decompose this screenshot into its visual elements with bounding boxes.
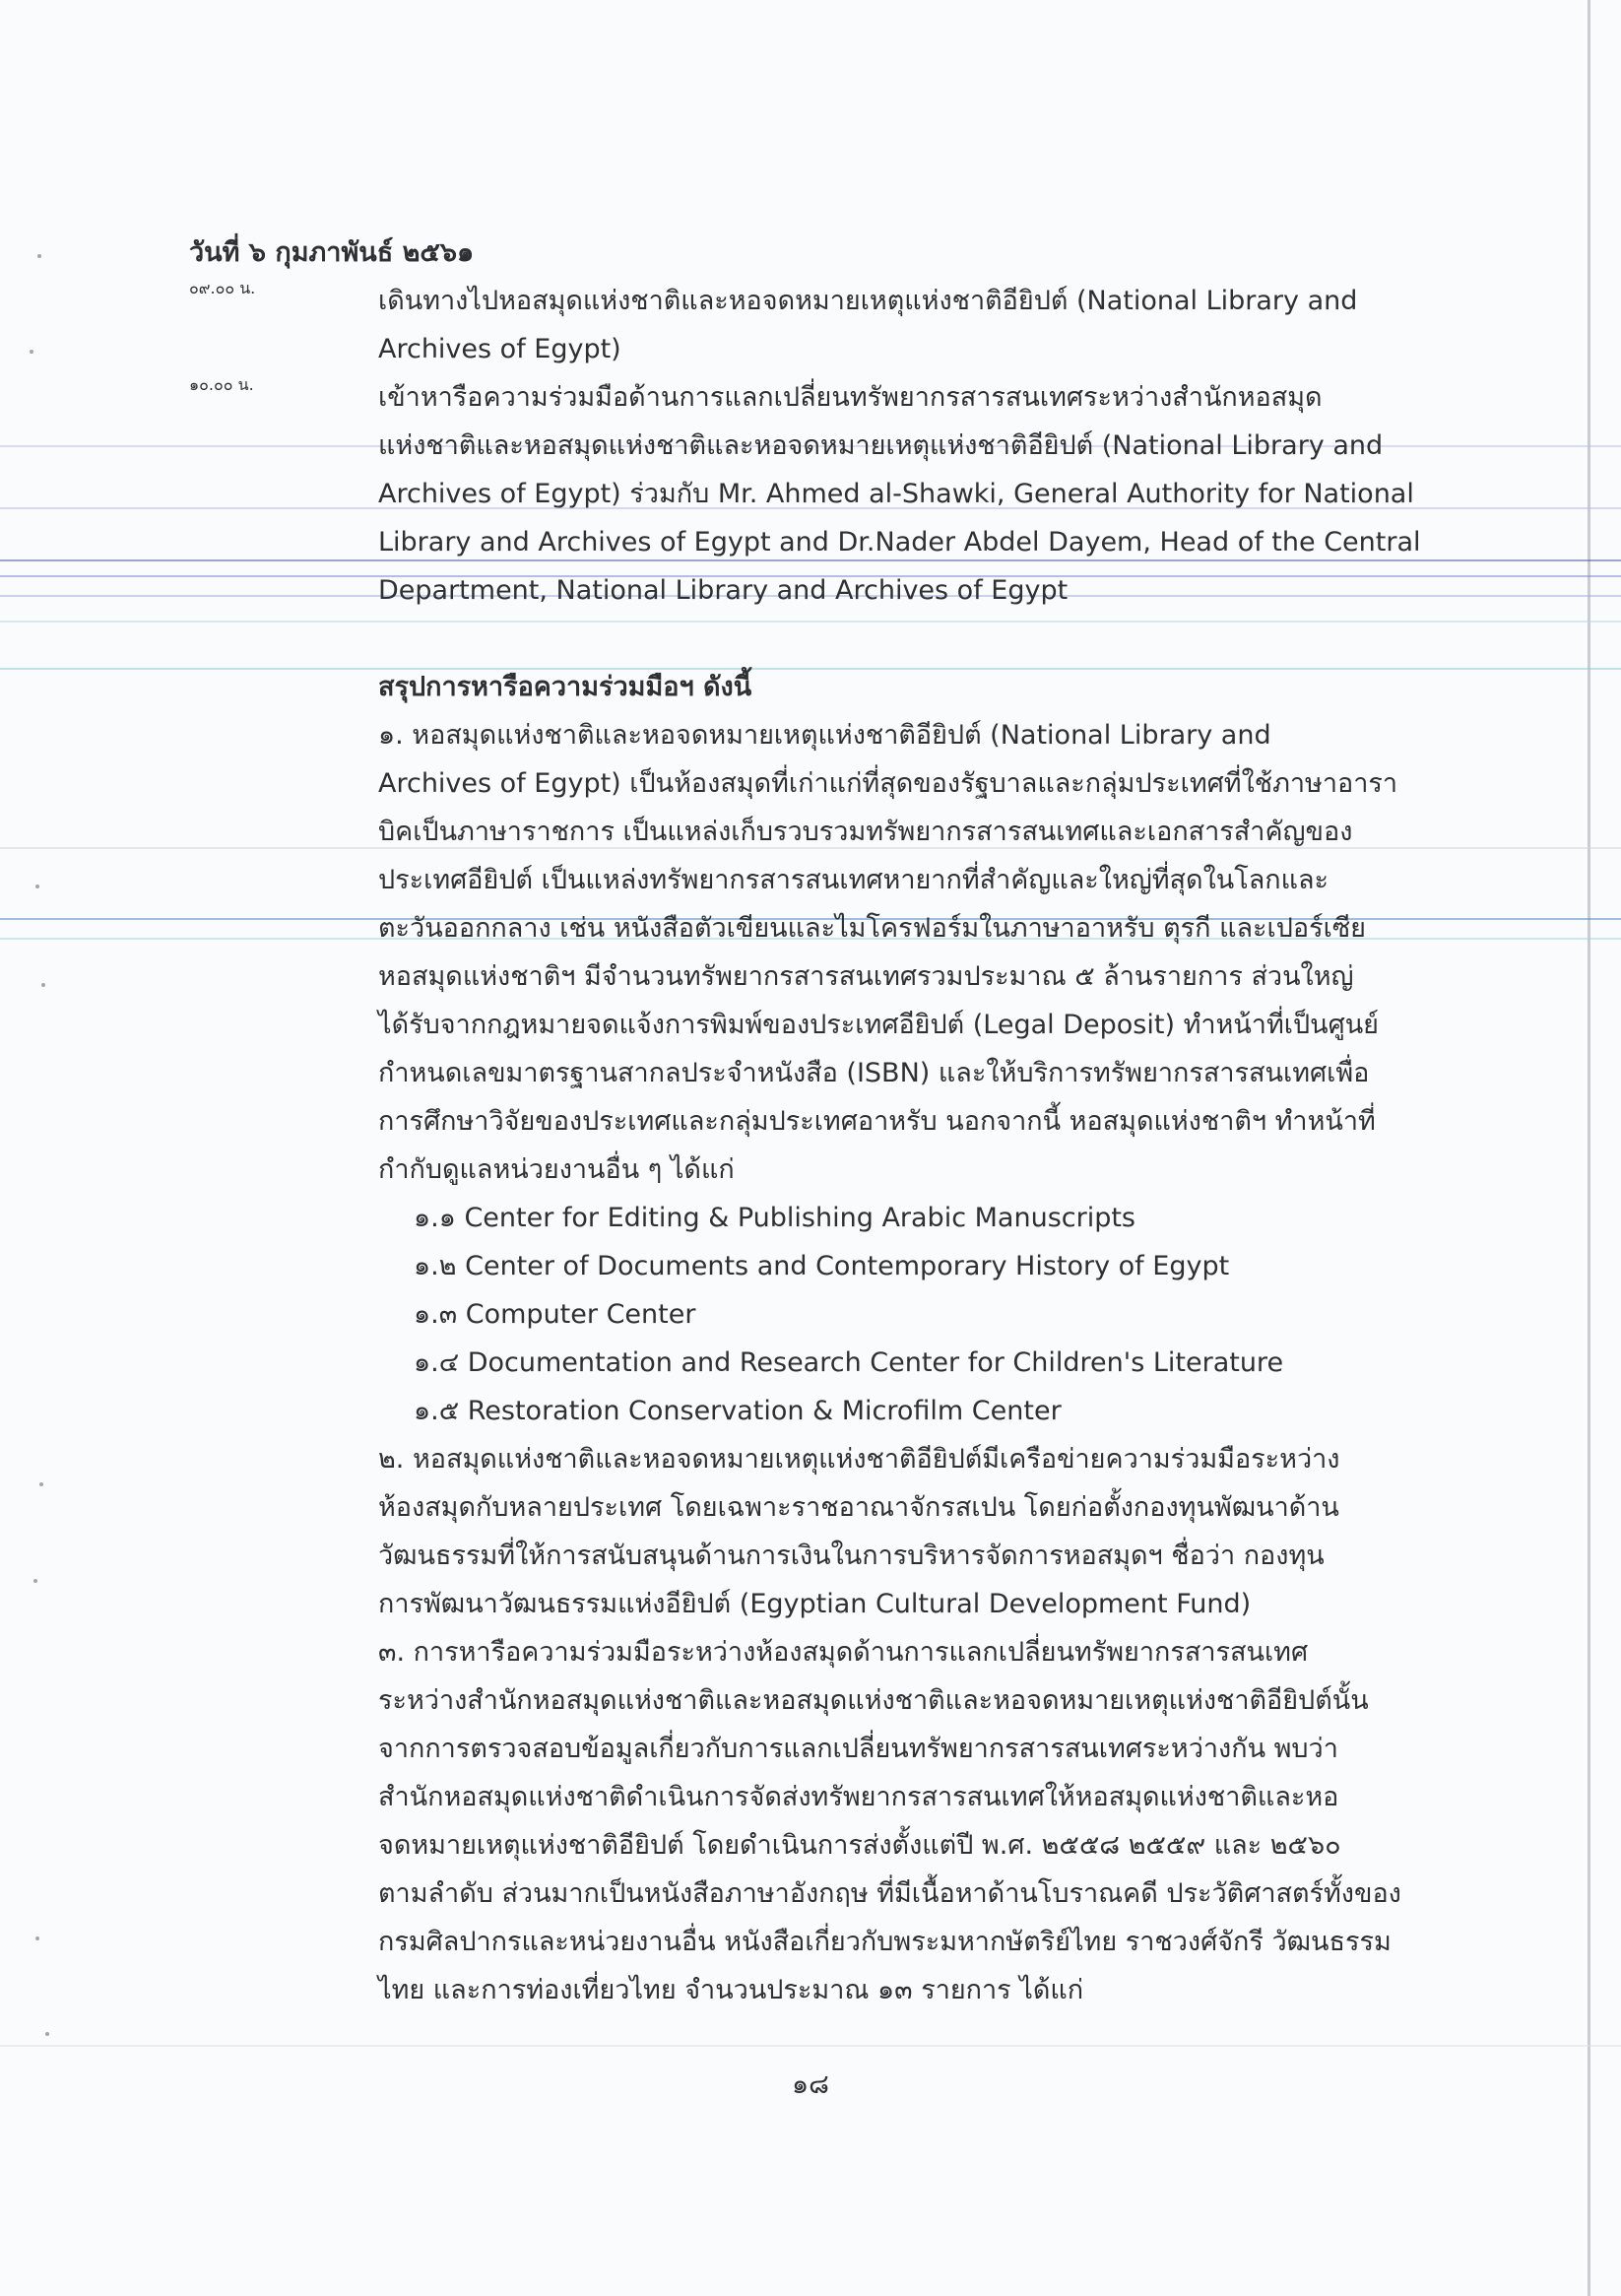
paragraph-line: ๓. การหารือความร่วมมือระหว่างห้องสมุดด้านการแลกเปลี่ยนทรัพยากรสารสนเทศ [378, 1637, 1309, 1668]
scan-speck [39, 1482, 43, 1486]
paragraph-line: ตะวันออกกลาง เช่น หนังสือตัวเขียนและไมโครฟอร์มในภาษาอาหรับ ตุรกี และเปอร์เซีย [378, 913, 1366, 944]
point-1-subitems [189, 1194, 1391, 1435]
schedule-text-line: Department, National Library and Archives of Egypt [378, 575, 1069, 606]
schedule-text-line: Archives of Egypt) ร่วมกับ Mr. Ahmed al-Shawki, General Authority for National [378, 479, 1414, 509]
schedule-text-line: เข้าหารือความร่วมมือด้านการแลกเปลี่ยนทรัพยากรสารสนเทศระหว่างสำนักหอสมุด [378, 382, 1323, 413]
schedule-text-line: เดินทางไปหอสมุดแห่งชาติและหอจดหมายเหตุแห่งชาติอียิปต์ (National Library and [378, 286, 1358, 316]
scan-speck [37, 254, 41, 258]
schedule-description [378, 277, 1357, 373]
paragraph-line: การศึกษาวิจัยของประเทศและกลุ่มประเทศอาหรับ นอกจากนี้ หอสมุดแห่งชาติฯ ทำหน้าที่ [378, 1106, 1376, 1137]
scan-speck [35, 885, 39, 888]
schedule-text-line: แห่งชาติและหอสมุดแห่งชาติและหอจดหมายเหตุแห่งชาติอียิปต์ (National Library and [378, 430, 1384, 461]
paragraph-line: ๑. หอสมุดแห่งชาติและหอจดหมายเหตุแห่งชาติอียิปต์ (National Library and [378, 720, 1271, 751]
schedule-time: ๐๙.๐๐ น. [189, 279, 256, 297]
scan-speck [35, 1936, 39, 1940]
scan-artifact-line [0, 2045, 1621, 2047]
paragraph-line: ได้รับจากกฎหมายจดแจ้งการพิมพ์ของประเทศอียิปต์ (Legal Deposit) ทำหน้าที่เป็นศูนย์ [378, 1010, 1379, 1040]
document-body [189, 229, 1421, 2014]
paragraph-line: จากการตรวจสอบข้อมูลเกี่ยวกับการแลกเปลี่ยนทรัพยากรสารสนเทศระหว่างกัน พบว่า [378, 1734, 1338, 1764]
paragraph-line: สำนักหอสมุดแห่งชาติดำเนินการจัดส่งทรัพยากรสารสนเทศให้หอสมุดแห่งชาติและหอ [378, 1782, 1339, 1812]
sub-item: ๑.๔ Documentation and Research Center for Children's Literature [414, 1347, 1284, 1378]
schedule-entry [189, 373, 1421, 615]
page-number: ๑๘ [792, 2069, 829, 2100]
paragraph-line: บิคเป็นภาษาราชการ เป็นแหล่งเก็บรวบรวมทรัพยากรสารสนเทศและเอกสารสำคัญของ [378, 817, 1353, 847]
paragraph-line: กำหนดเลขมาตรฐานสากลประจำหนังสือ (ISBN) และให้บริการทรัพยากรสารสนเทศเพื่อ [378, 1058, 1370, 1088]
paragraph-line: ไทย และการท่องเที่ยวไทย จำนวนประมาณ ๑๓ รายการ ได้แก่ [378, 1975, 1084, 2005]
schedule-text-line: Archives of Egypt) [378, 334, 621, 364]
paragraph-line: วัฒนธรรมที่ให้การสนับสนุนด้านการเงินในการบริหารจัดการหอสมุดฯ ชื่อว่า กองทุน [378, 1541, 1325, 1571]
paragraph-line: ระหว่างสำนักหอสมุดแห่งชาติและหอสมุดแห่งชาติและหอจดหมายเหตุแห่งชาติอียิปต์นั้น [378, 1685, 1369, 1716]
point-3 [189, 1628, 1401, 2014]
sub-item: ๑.๓ Computer Center [414, 1299, 696, 1330]
point-2 [189, 1435, 1391, 1628]
paragraph-line: จดหมายเหตุแห่งชาติอียิปต์ โดยดำเนินการส่งตั้งแต่ปี พ.ศ. ๒๕๕๘ ๒๕๕๙ และ ๒๕๖๐ [378, 1830, 1341, 1861]
scan-speck [41, 983, 45, 987]
sub-item: ๑.๒ Center of Documents and Contemporary History of Egypt [414, 1251, 1230, 1281]
paragraph-line: Archives of Egypt) เป็นห้องสมุดที่เก่าแก่ที่สุดของรัฐบาลและกลุ่มประเทศที่ใช้ภาษาอารา [378, 768, 1398, 799]
schedule-description [378, 373, 1421, 615]
sub-item: ๑.๑ Center for Editing & Publishing Arabic Manuscripts [414, 1203, 1135, 1233]
date-heading: วันที่ ๖ กุมภาพันธ์ ๒๕๖๑ [189, 237, 475, 268]
paragraph-line: การพัฒนาวัฒนธรรมแห่งอียิปต์ (Egyptian Cultural Development Fund) [378, 1589, 1252, 1619]
scan-speck [30, 350, 33, 354]
paragraph-line: ห้องสมุดกับหลายประเทศ โดยเฉพาะราชอาณาจักรสเปน โดยก่อตั้งกองทุนพัฒนาด้าน [378, 1492, 1339, 1523]
scan-speck [45, 2032, 49, 2036]
sub-item: ๑.๕ Restoration Conservation & Microfilm Center [414, 1396, 1062, 1426]
summary-title: สรุปการหารือความร่วมมือฯ ดังนี้ [378, 672, 752, 702]
paragraph-line: ประเทศอียิปต์ เป็นแหล่งทรัพยากรสารสนเทศหายากที่สำคัญและใหญ่ที่สุดในโลกและ [378, 865, 1329, 895]
schedule-entry [189, 277, 1391, 373]
schedule-text-line: Library and Archives of Egypt and Dr.Nader Abdel Dayem, Head of the Central [378, 527, 1421, 558]
paragraph-line: ๒. หอสมุดแห่งชาติและหอจดหมายเหตุแห่งชาติอียิปต์มีเครือข่ายความร่วมมือระหว่าง [378, 1444, 1340, 1475]
point-1 [189, 711, 1398, 1194]
scan-speck [33, 1579, 37, 1583]
paragraph-line: ตามลำดับ ส่วนมากเป็นหนังสือภาษาอังกฤษ ที่มีเนื้อหาด้านโบราณคดี ประวัติศาสตร์ทั้งของ [378, 1878, 1401, 1909]
paragraph-line: กำกับดูแลหน่วยงานอื่น ๆ ได้แก่ [378, 1154, 735, 1185]
paragraph-line: กรมศิลปากรและหน่วยงานอื่น หนังสือเกี่ยวกับพระมหากษัตริย์ไทย ราชวงศ์จักรี วัฒนธรรม [378, 1927, 1392, 1957]
page-edge [1588, 0, 1590, 2296]
paragraph-line: หอสมุดแห่งชาติฯ มีจำนวนทรัพยากรสารสนเทศรวมประมาณ ๕ ล้านรายการ ส่วนใหญ่ [378, 961, 1354, 992]
schedule-time: ๑๐.๐๐ น. [189, 375, 254, 394]
